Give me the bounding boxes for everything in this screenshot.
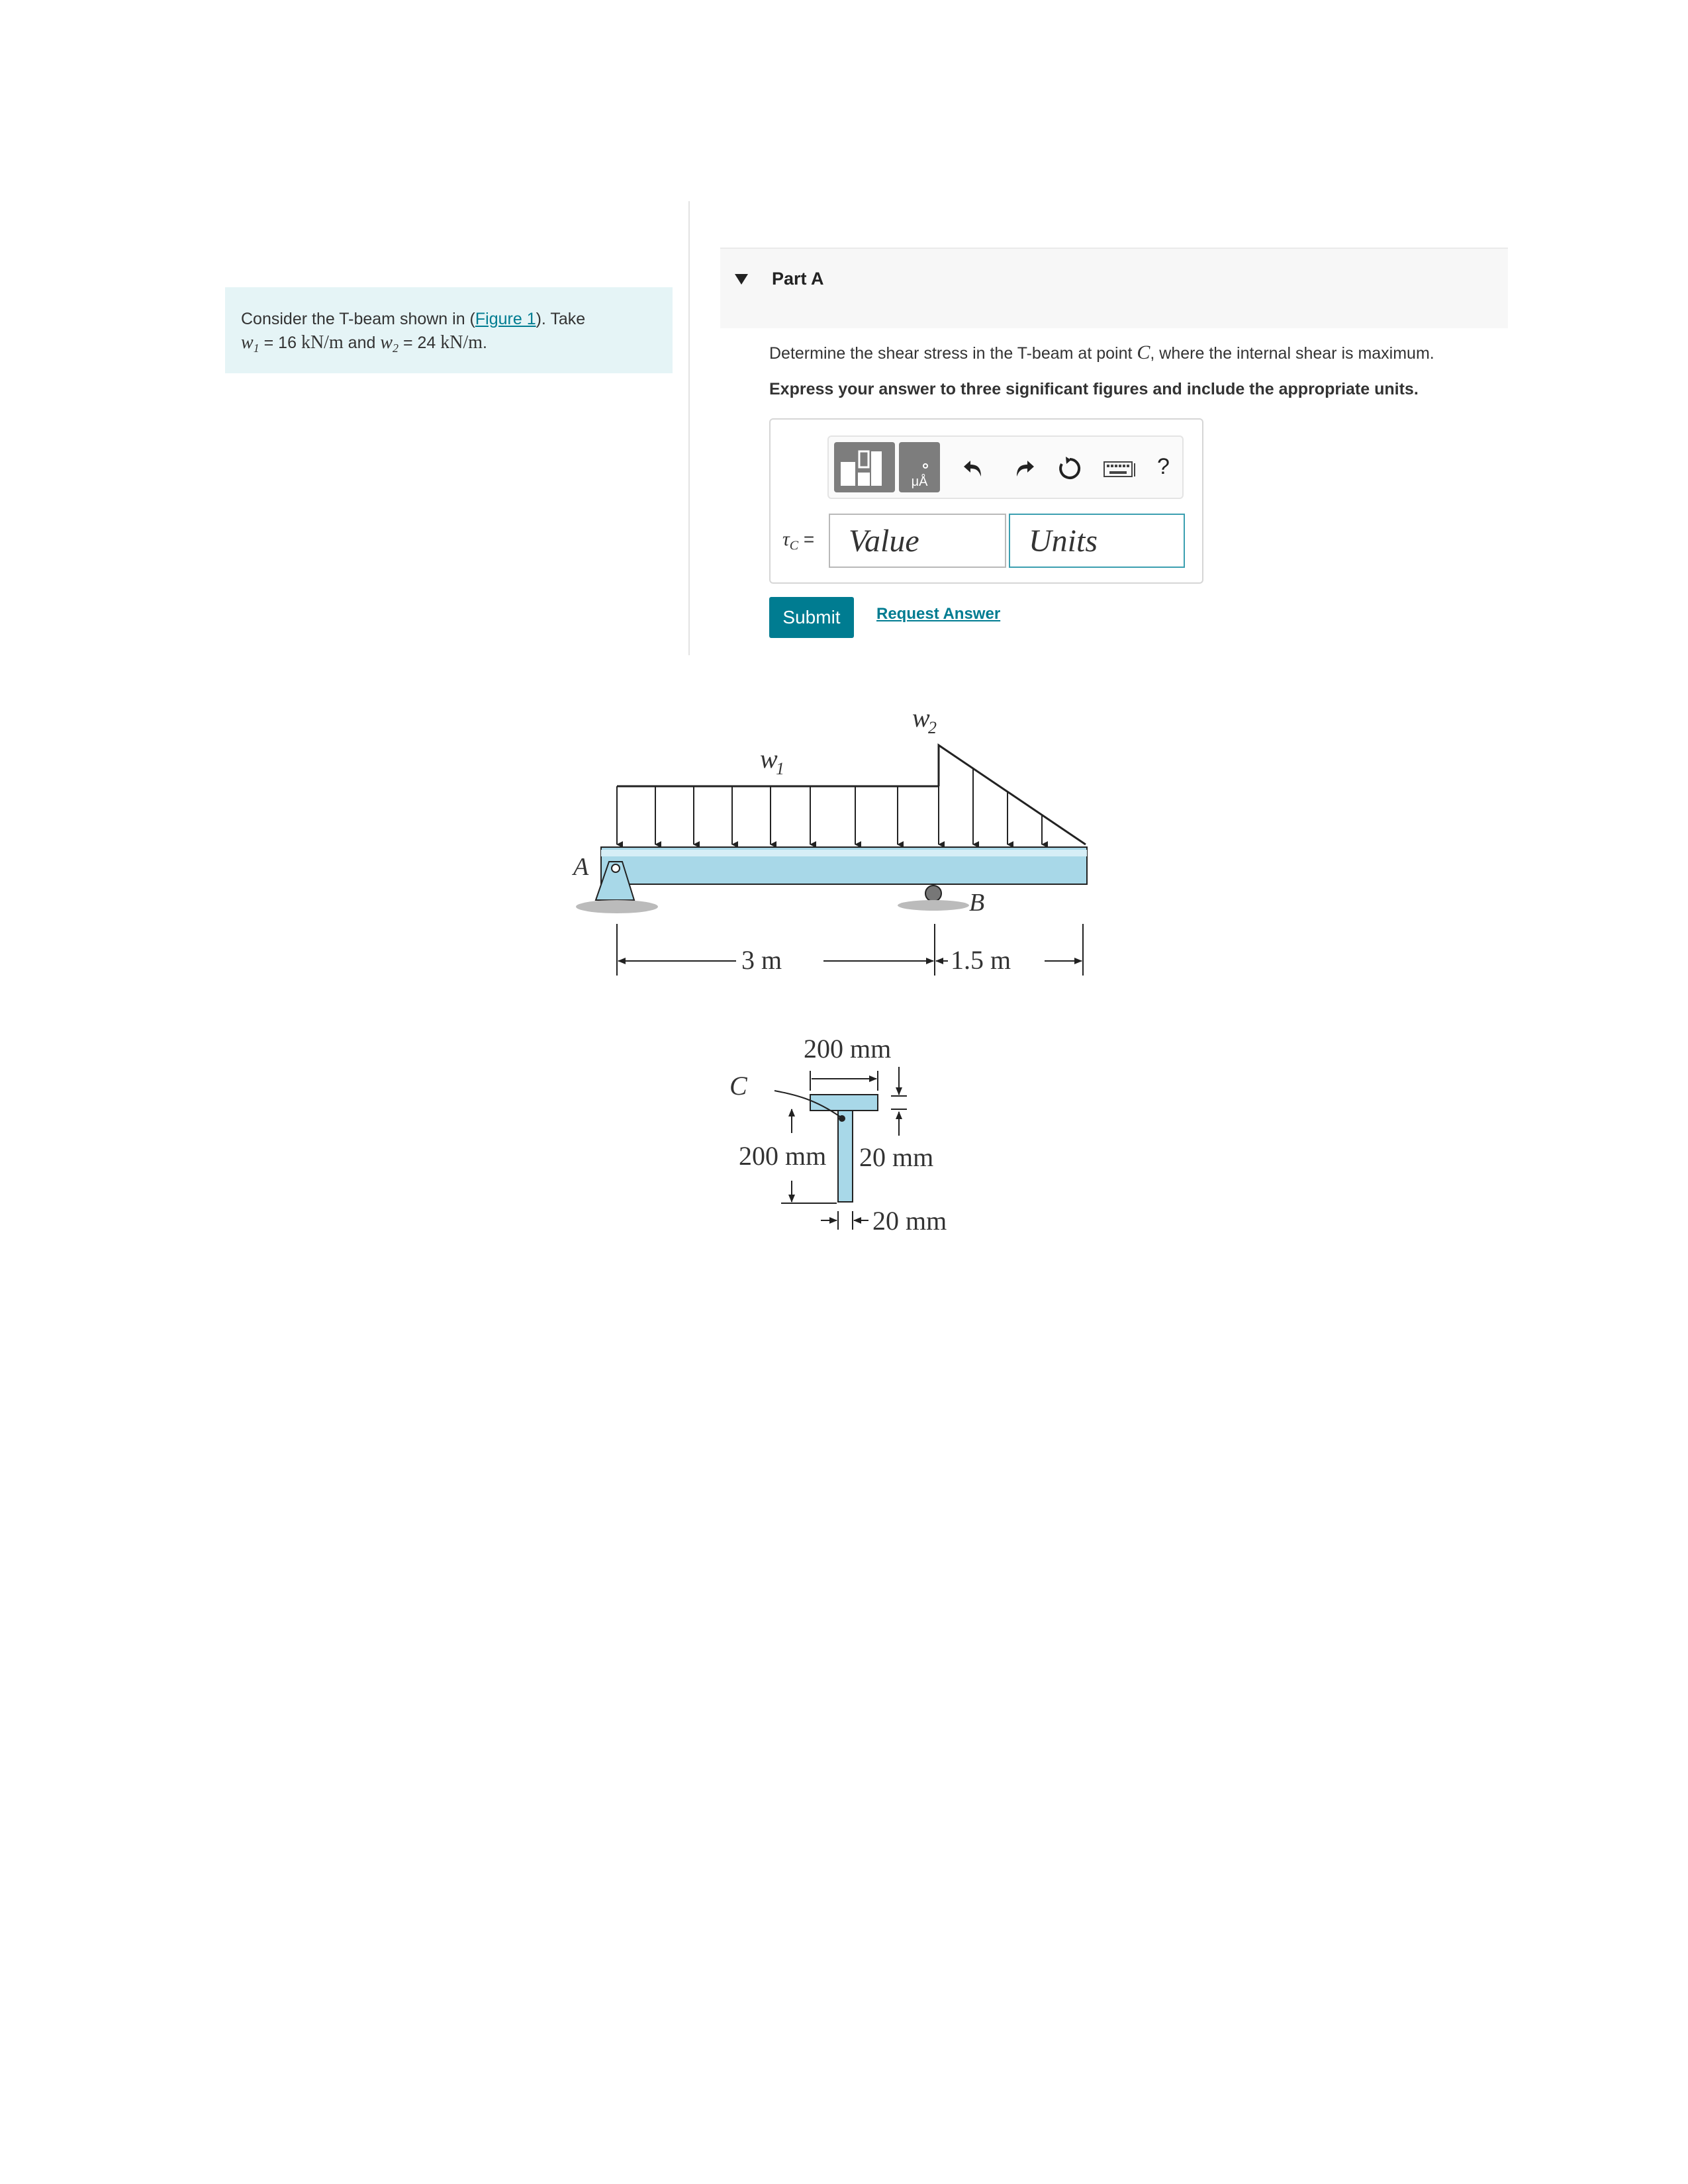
instruction-text: Express your answer to three significant figures and include the appropriate units. [769,380,1419,398]
triangular-load [939,745,1086,844]
span-dimension [617,924,1083,976]
w2-eq: = 24 [399,334,441,352]
w1-sub: 1 [253,341,259,355]
uniform-load [617,786,939,844]
undo-icon[interactable] [961,454,990,483]
question-after: , where the internal shear is maximum. [1150,344,1434,363]
tau-c-label [782,528,814,554]
roller-support-b [898,886,969,911]
support-a-label: A [573,853,589,881]
flange-width-label: 200 mm [804,1034,892,1064]
symbols-glyph: μÅ [911,475,928,489]
span-1-label: 3 m [741,945,782,975]
beam-highlight [601,850,1087,856]
point-c-label: C [729,1071,747,1101]
flange-width-dimension [810,1071,878,1091]
w1-label: w [760,744,778,774]
question-point: C [1137,341,1150,363]
flange-thickness-dimension [891,1067,907,1136]
w1-label-sub: 1 [776,759,784,778]
web-thickness-label: 20 mm [872,1206,947,1236]
period: . [483,334,487,352]
tau-symbol: τ [782,528,790,550]
templates-icon[interactable] [834,442,895,492]
problem-statement [225,287,673,373]
math-toolbar [827,435,1184,499]
symbols-icon[interactable] [899,442,940,492]
span-2-label: 1.5 m [951,945,1011,975]
web-thickness-dimension [821,1211,868,1230]
redo-icon[interactable] [1008,454,1037,483]
reset-icon[interactable] [1055,454,1084,483]
request-answer-link[interactable]: Request Answer [876,605,1001,623]
and-text: and [343,334,381,352]
keyboard-icon[interactable] [1103,454,1136,483]
column-divider [688,201,690,655]
answer-box [769,418,1203,584]
submit-button[interactable]: Submit [769,597,854,638]
w2-unit: kN/m [440,332,483,353]
w2-symbol: w [380,332,393,353]
units-input[interactable] [1009,514,1185,568]
w1-eq: = 16 [259,334,301,352]
caret-down-icon[interactable] [735,274,748,285]
w1-symbol: w [241,332,254,353]
part-a-header[interactable] [720,248,1508,328]
problem-text: Consider the T-beam shown in ( [241,310,475,328]
web-height-label: 200 mm [739,1141,827,1171]
value-input[interactable] [829,514,1006,568]
support-b-label: B [969,889,985,917]
w2-label: w [912,703,930,733]
equals-sign: = [798,529,815,549]
w1-unit: kN/m [301,332,344,353]
w2-label-sub: 2 [928,718,937,737]
tau-sub: C [789,538,799,553]
question-text [769,341,1434,364]
t-beam-figure [556,688,1112,1244]
part-title: Part A [772,269,824,289]
w2-sub: 2 [393,341,399,355]
problem-text-take: ). Take [536,310,586,328]
flange-thickness-label: 20 mm [859,1142,934,1172]
help-icon[interactable]: ? [1157,454,1170,479]
figure-link[interactable]: Figure 1 [475,310,536,328]
question-before: Determine the shear stress in the T-beam at point [769,344,1137,363]
